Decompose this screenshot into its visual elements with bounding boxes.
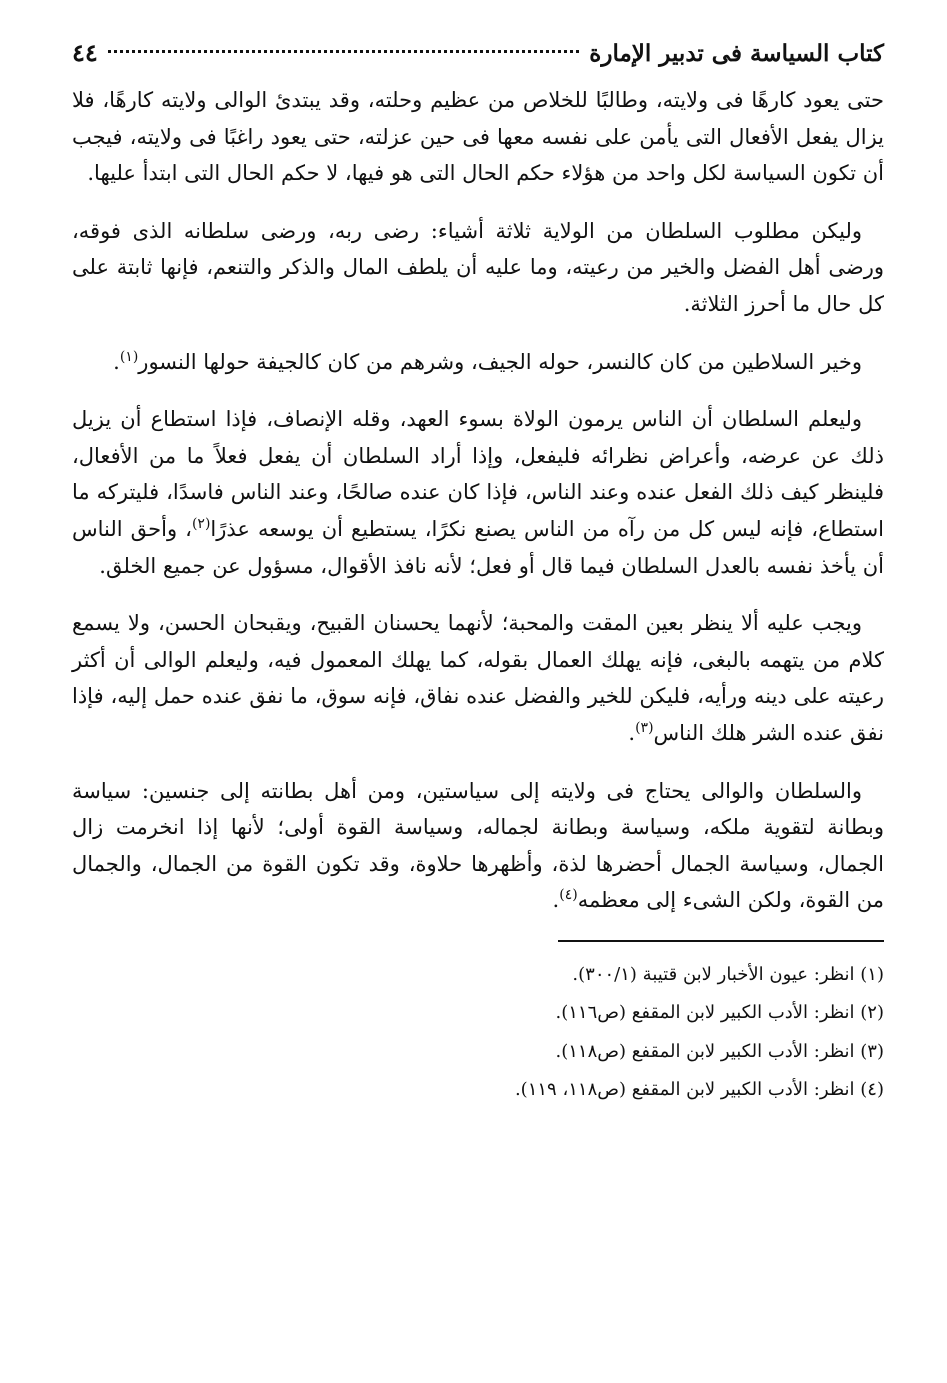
- footnote-ref: (٣): [635, 719, 654, 736]
- page-number: ٤٤: [72, 38, 98, 67]
- paragraph: وليكن مطلوب السلطان من الولاية ثلاثة أشياء: رضى ربه، ورضى سلطانه الذى فوقه، ورضى أهل الفضل والخير من رعيته، وما عليه أن يلطف المال والذكر والتنعم، فإنها ثابتة على كل حال ما أحرز الثلاثة.: [72, 218, 884, 316]
- paragraph: وخير السلاطين من كان كالنسر، حوله الجيف، وشرهم من كان كالجيفة حولها النسور$^{(١)}$.: [113, 348, 862, 374]
- footnote: (٣) انظر: الأدب الكبير لابن المقفع (ص١١٨).: [555, 1040, 884, 1062]
- running-head-title: كتاب السياسة فى تدبير الإمارة: [589, 40, 884, 67]
- footnotes: [72, 956, 884, 1110]
- running-head: [72, 36, 884, 70]
- footnote-ref: (١): [119, 348, 139, 365]
- footnote: (٢) انظر: الأدب الكبير لابن المقفع (ص١١٦).: [555, 1002, 884, 1024]
- body-text: [72, 82, 884, 919]
- paragraph: وليعلم السلطان أن الناس يرمون الولاة بسوء العهد، وقله الإنصاف، فإذا استطاع أن يزيل ذلك عن عرضه، وأعراض نظرائه فليفعل، وإذا أراد السلطان أن يفعل فعلاً ما من الأفعال، فلينظر كيف ذلك الفعل عنده وعند الناس، فإذا كان عنده صالحًا، وعند الناس فاسدًا، فليتركه ما استطاع، فإنه ليس كل من رآه من الناس يصنع نكرًا، يستطيع أن يوسعه عذرًا$^{(٢)}$، وأحق الناس أن يأخذ نفسه بالعدل السلطان فيما قال أو فعل؛ لأنه نافذ الأقوال، مسؤول عن جميع الخلق.: [72, 407, 885, 578]
- footnote-ref: (٤): [559, 887, 578, 904]
- footnote: (٤) انظر: الأدب الكبير لابن المقفع (ص١١٨، ١١٩).: [514, 1079, 884, 1101]
- paragraph: حتى يعود كارهًا فى ولايته، وطالبًا للخلاص من عظيم وحلته، وقد يبتدئ الوالى ولايته كارهًا، فلا يزال يفعل الأفعال التى يأمن على نفسه معها فى حين عزلته، حتى يعود راغبًا فى ولايته، فيجب أن تكون السياسة لكل واحد من هؤلاء حكم الحال التى هو فيها، لا حكم الحال التى ابتدأ عليها.: [72, 88, 884, 186]
- footnote-separator: [558, 940, 884, 942]
- book-page: [72, 36, 884, 1110]
- footnote-ref: (٢): [191, 515, 211, 532]
- leader-dots: [108, 50, 580, 53]
- paragraph: ويجب عليه ألا ينظر بعين المقت والمحبة؛ لأنهما يحسنان القبيح، ويقبحان الحسن، ولا يسمع كلام من يتهمه بالبغى، فإنه يهلك العمال بقوله، كما يهلك المعمول فيه، وليعلم الوالى أن أكثر رعيته على دينه ورأيه، فليكن للخير والفضل عنده نفاق، فإنه سوق، ما نفق عنده حمل إليه، فإذا نفق عنده الشر هلك الناس$^{(٣)}$.: [72, 611, 884, 745]
- footnote: (١) انظر: عيون الأخبار لابن قتيبة (٣٠٠/١).: [572, 963, 884, 985]
- paragraph: والسلطان والوالى يحتاج فى ولايته إلى سياستين، ومن أهل بطانته إلى جنسين: سياسة وبطانة لتقوية ملكه، وسياسة وبطانة لجماله، وسياسة القوة أولى؛ لأنها إذا انخرمت زال الجمال، وسياسة الجمال أحضرها لذة، وأظهرها حلاوة، وقد تكون القوة من الجمال، والجمال من القوة، ولكن الشىء إلى معظمه$^{(٤)}$.: [72, 778, 884, 913]
